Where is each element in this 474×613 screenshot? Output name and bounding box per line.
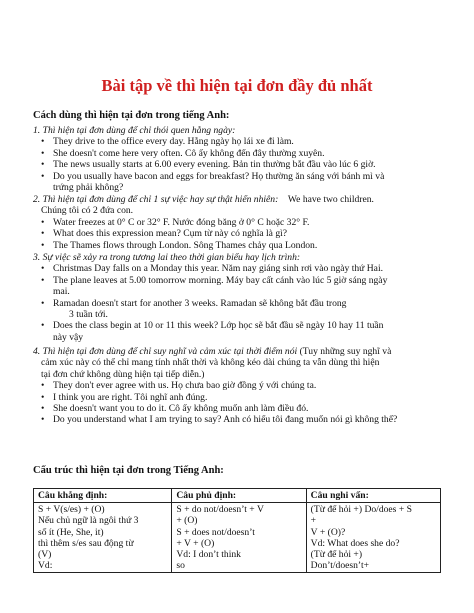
cell-line: + (O) [176,515,198,527]
cell-line: (V) [38,549,52,561]
section-heading: Thì hiện tại đơn dùng để chỉ 1 sự việc hay sự thật hiển nhiên: [42,194,279,205]
list-item-continuation: này vậy [53,331,84,343]
cell-line: Vd: What does she do? [310,537,400,549]
list-item: • Water freezes at 0° C or 32° F. Nước đóng băng ở 0° C hoặc 32° F. [53,217,445,228]
list-item: • She doesn't want you to do it. Cô ấy không muốn anh làm điều đó. [53,403,445,414]
cell-line: S + does not/doesn’t [176,526,255,538]
cell-line: số ít (He, She, it) [38,526,104,538]
list-item: • She doesn't come here very often. Cô ấy không đến đây thường xuyên. [53,148,445,159]
cell-interrogative [306,503,440,573]
list-item-continuation: trứng phải không? [53,182,124,194]
example-list [33,136,445,182]
list-item: • Do you understand what I am trying to say? Anh có hiểu tôi đang muốn nói gì không thế? [53,414,445,425]
table-header-row [34,489,441,503]
list-item: • They drive to the office every day. Hằng ngày họ lái xe đi làm. [53,136,445,147]
column-header-interrogative: Câu nghi vấn: [306,489,440,503]
cell-line: thì thêm s/es sau động từ [38,537,134,549]
list-item: • The plane leaves at 5.00 tomorrow morning. Máy bay cất cánh vào lúc 5 giờ sáng ngày [53,275,445,286]
column-header-negative: Câu phủ định: [172,489,306,503]
column-header-affirmative: Câu khẳng định: [34,489,172,503]
list-item-continuation: mai. [53,286,70,298]
list-item: • Christmas Day falls on a Monday this year. Năm nay giáng sinh rơi vào ngày thứ Hai. [53,263,445,274]
section-heading: Thì hiện tại đơn dùng để chỉ thói quen hằng ngày: [42,125,236,136]
usage-heading: Cách dùng thì hiện tại đơn trong tiếng Anh: [33,110,230,121]
usage-section-1 [33,125,445,193]
cell-line: V + (O)? [310,526,346,538]
structure-table [33,488,441,573]
table-row [34,503,441,573]
list-item: • The news usually starts at 6.00 every evening. Bản tin thường bắt đầu vào lúc 6 giờ. [53,159,445,170]
section-heading-tail: We have two children. [287,194,374,205]
cell-line: Vd: I don’t think [176,549,241,561]
cell-line: S + do not/doesn’t + V [176,504,264,516]
section-number: 2. [33,194,41,205]
section-heading-line2: cảm xúc này có thể chỉ mang tính nhất thời và không kéo dài chúng ta vẫn dùng thì hiện [41,357,380,369]
section-heading: Sự việc sẽ xảy ra trong tương lai theo thời gian biểu hay lịch trình: [42,252,301,263]
list-item: • Do you usually have bacon and eggs for breakfast? Họ thường ăn sáng với bánh mì và [53,171,445,182]
usage-section-3 [33,252,445,343]
section-heading: Thì hiện tại đơn dùng để chỉ suy nghĩ và cảm xúc tại thời điểm nói [42,346,298,357]
section-number: 3. [33,252,41,263]
list-item-continuation: 3 tuần tới. [69,309,108,321]
example-list [33,263,445,286]
section-heading-tail: (Tuy những suy nghĩ và [299,346,392,357]
list-item: • The Thames flows through London. Sông Thames chảy qua London. [53,240,445,251]
cell-line: (Từ để hỏi +) [310,549,363,561]
example-list [33,320,445,331]
cell-line: + V + (O) [176,537,215,549]
cell-line: so [176,560,185,572]
list-item: • Ramadan doesn't start for another 3 weeks. Ramadan sẽ không bắt đầu trong [53,298,445,309]
cell-line: (Từ để hỏi +) Do/does + S [310,504,412,516]
cell-line: Nếu chủ ngữ là ngôi thứ 3 [38,515,139,527]
cell-line: S + V(s/es) + (O) [38,504,105,516]
example-list [33,380,445,426]
example-list [33,298,445,309]
structure-heading: Cấu trúc thì hiện tại đơn trong Tiếng Anh: [33,465,224,476]
section-heading-line3: tại đơn chứ không dùng hiện tại tiếp diễn.) [41,368,205,380]
usage-section-4 [33,346,445,426]
section-heading-line2: Chúng tôi có 2 đứa con. [41,205,134,217]
section-number: 1. [33,125,41,136]
cell-affirmative [34,503,172,573]
cell-line: + [310,515,317,527]
document-title: Bài tập về thì hiện tại đơn đầy đủ nhất [101,76,373,95]
cell-line: Don’t/doesn’t+ [310,560,370,572]
cell-negative [172,503,306,573]
cell-line: Vd: [38,560,53,572]
list-item: • They don't ever agree with us. Họ chưa bao giờ đồng ý với chúng ta. [53,380,445,391]
list-item: • I think you are right. Tôi nghĩ anh đúng. [53,392,445,403]
usage-section-2 [33,194,445,251]
list-item: • Does the class begin at 10 or 11 this week? Lớp học sẽ bắt đầu sẽ ngày 10 hay 11 tuần [53,320,445,331]
section-number: 4. [33,346,41,357]
example-list [33,217,445,251]
list-item: • What does this expression mean? Cụm từ này có nghĩa là gì? [53,228,445,239]
